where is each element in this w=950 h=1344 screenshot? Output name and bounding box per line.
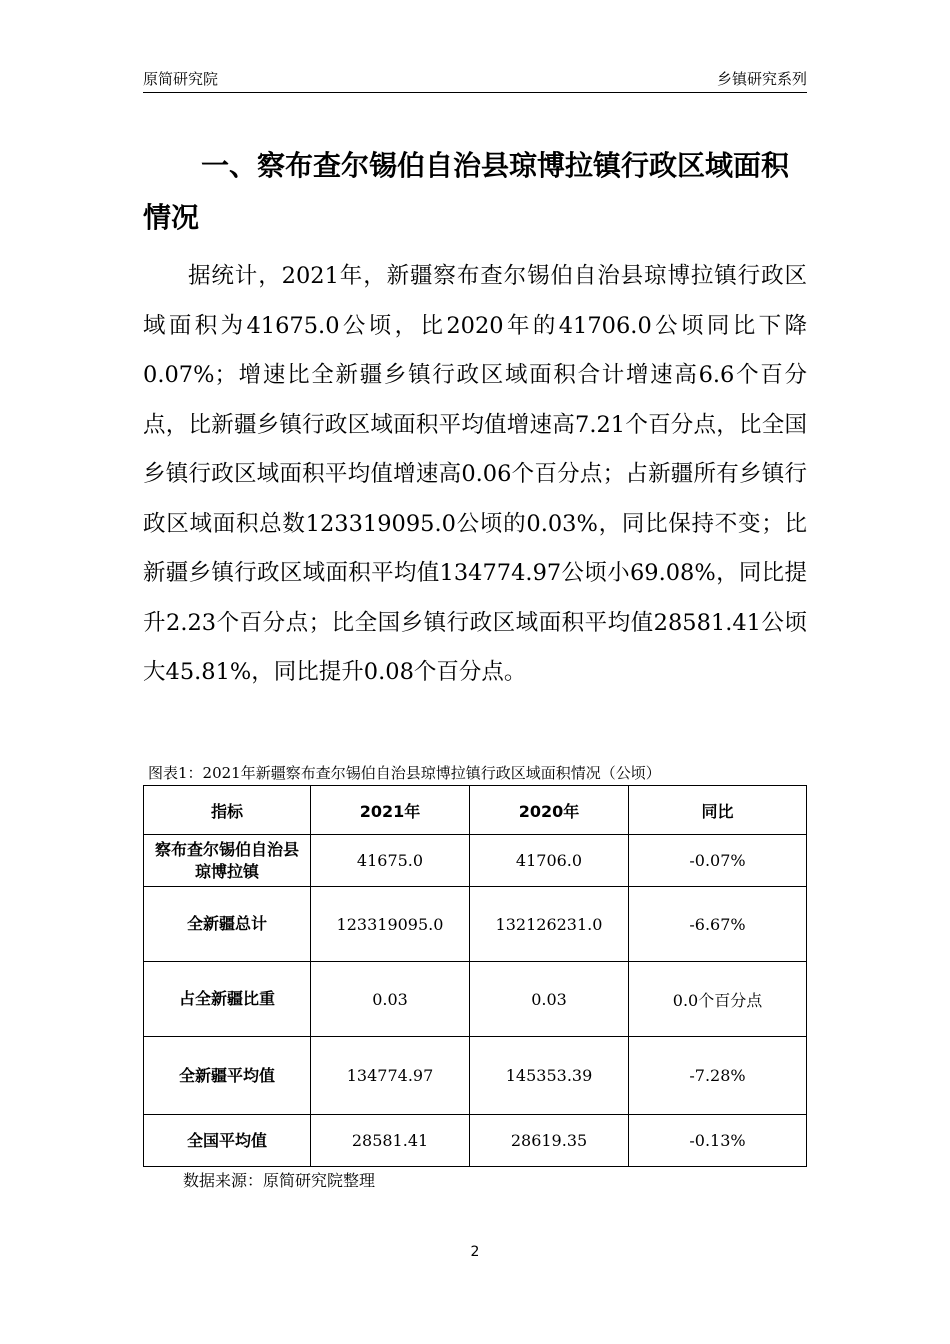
value-2020: 145353.39	[470, 1037, 629, 1115]
data-table	[143, 785, 807, 1167]
table-header-row	[144, 786, 807, 835]
value-2021: 28581.41	[311, 1115, 470, 1167]
value-2020: 132126231.0	[470, 887, 629, 962]
row-label: 占全新疆比重	[144, 962, 311, 1037]
page-number: 2	[470, 1244, 480, 1260]
body-paragraph: 据统计，2021年，新疆察布查尔锡伯自治县琼博拉镇行政区域面积为41675.0公顷，比2020年的41706.0公顷同比下降0.07%；增速比全新疆乡镇行政区域面积合计增速高6.6个百分点，比新疆乡镇行政区域面积平均值增速高7.21个百分点，比全国乡镇行政区域面积平均值增速高0.06个百分点；占新疆所有乡镇行政区域面积总数123319095.0公顷的0.03%，同比保持不变；比新疆乡镇行政区域面积平均值134774.97公顷小69.08%，同比提升2.23个百分点；比全国乡镇行政区域面积平均值28581.41公顷大45.81%，同比提升0.08个百分点。	[143, 263, 807, 685]
table-caption: 图表1：2021年新疆察布查尔锡伯自治县琼博拉镇行政区域面积情况（公顷）	[148, 764, 661, 782]
data-source-note: 数据来源：原简研究院整理	[183, 1171, 376, 1190]
table-row	[144, 887, 807, 962]
row-label: 全国平均值	[144, 1115, 311, 1167]
value-2020: 41706.0	[470, 835, 629, 887]
page-header	[143, 64, 807, 93]
table-row	[144, 1037, 807, 1115]
value-yoy: -0.07%	[629, 835, 807, 887]
column-header-2021: 2021年	[311, 786, 470, 835]
value-2020: 28619.35	[470, 1115, 629, 1167]
value-yoy: 0.0个百分点	[629, 962, 807, 1037]
value-2021: 134774.97	[311, 1037, 470, 1115]
value-2020: 0.03	[470, 962, 629, 1037]
table-row	[144, 1115, 807, 1167]
row-label: 全新疆总计	[144, 887, 311, 962]
value-yoy: -0.13%	[629, 1115, 807, 1167]
value-2021: 0.03	[311, 962, 470, 1037]
column-header-indicator: 指标	[144, 786, 311, 835]
value-2021: 41675.0	[311, 835, 470, 887]
header-series-name: 乡镇研究系列	[716, 70, 807, 88]
value-yoy: -6.67%	[629, 887, 807, 962]
header-org-name: 原简研究院	[143, 70, 219, 88]
value-yoy: -7.28%	[629, 1037, 807, 1115]
table-row	[144, 962, 807, 1037]
column-header-2020: 2020年	[470, 786, 629, 835]
section-title: 一、察布查尔锡伯自治县琼博拉镇行政区域面积情况	[143, 149, 790, 234]
column-header-yoy: 同比	[629, 786, 807, 835]
row-label: 察布查尔锡伯自治县琼博拉镇	[144, 835, 311, 887]
value-2021: 123319095.0	[311, 887, 470, 962]
row-label: 全新疆平均值	[144, 1037, 311, 1115]
table-row	[144, 835, 807, 887]
